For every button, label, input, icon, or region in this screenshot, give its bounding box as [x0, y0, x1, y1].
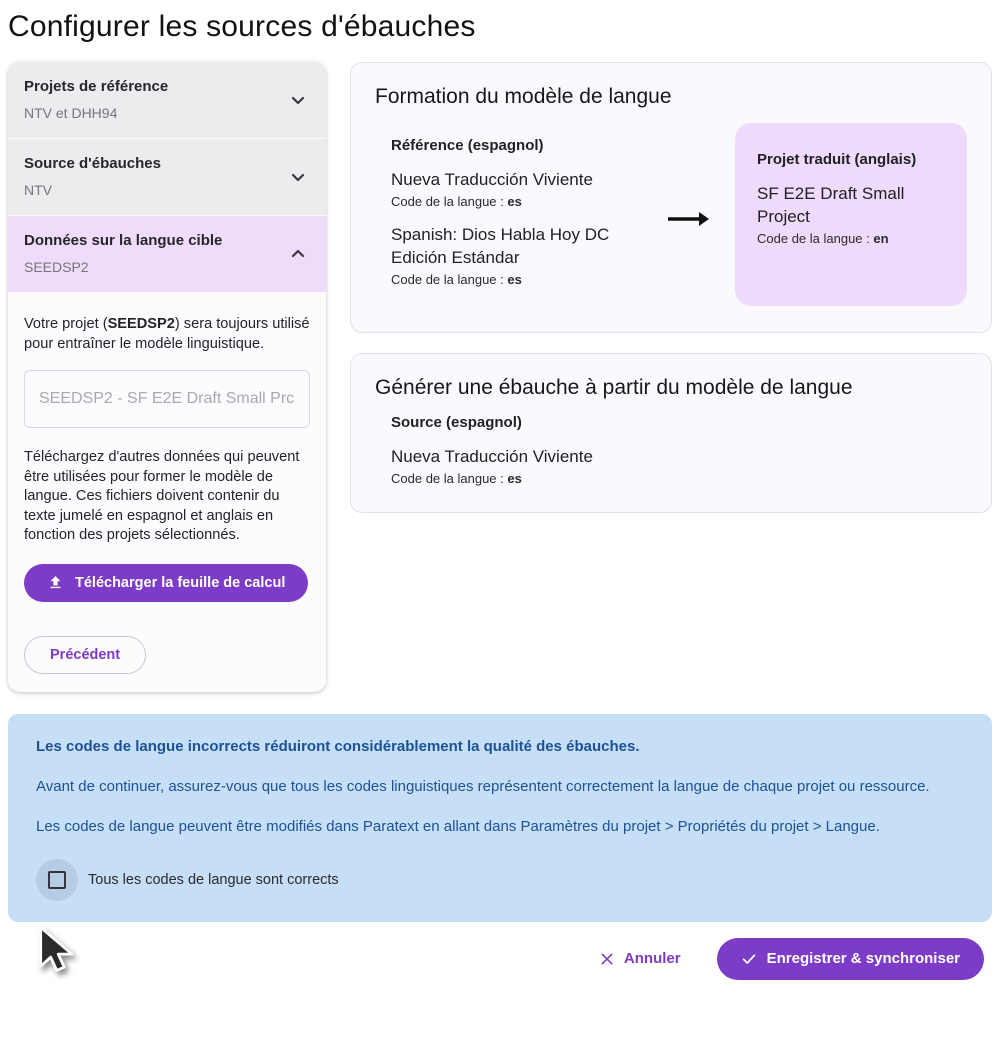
training-card — [350, 62, 992, 333]
target-language-panel — [8, 293, 326, 692]
language-code-line: Code de la langue : es — [391, 272, 522, 287]
source-heading: Source (espagnol) — [391, 414, 522, 431]
content-row — [0, 62, 1000, 692]
draft-generation-card — [350, 353, 992, 513]
language-code: es — [507, 194, 522, 209]
main-column — [350, 62, 992, 513]
accordion-label: Données sur la langue cible — [24, 232, 223, 249]
target-heading: Projet traduit (anglais) — [757, 151, 917, 168]
project-note: Votre projet (SEEDSP2) sera toujours utilisé pour entraîner le modèle linguistique. — [24, 316, 310, 352]
checkbox-label: Tous les codes de langue sont corrects — [88, 871, 339, 888]
reference-item — [391, 168, 643, 209]
check-icon — [741, 951, 757, 967]
language-code: es — [507, 272, 522, 287]
draft-sources-stepper — [8, 62, 326, 692]
project-name: Spanish: Dios Habla Hoy DC Edición Estándar — [391, 225, 610, 267]
cancel-button[interactable] — [593, 949, 687, 968]
project-code: SEEDSP2 — [107, 316, 175, 332]
accordion-label: Source d'ébauches — [24, 155, 161, 172]
language-code: es — [507, 471, 522, 486]
alert-line2: Avant de continuer, assurez-vous que tous les codes linguistiques représentent correctement la langue de chaque projet ou ressource. — [36, 777, 930, 795]
close-icon — [599, 951, 615, 967]
chevron-down-icon — [286, 165, 310, 189]
language-code: en — [873, 231, 889, 246]
right-arrow-icon — [666, 209, 712, 229]
project-name: Nueva Traducción Viviente — [391, 447, 593, 466]
upload-icon — [47, 574, 64, 591]
translated-project-card — [735, 123, 967, 306]
language-codes-alert — [8, 714, 992, 922]
project-name: Nueva Traducción Viviente — [391, 170, 593, 189]
accordion-target-language-data[interactable] — [8, 216, 326, 293]
alert-line3: Les codes de langue peuvent être modifiés dans Paratext en allant dans Paramètres du projet > Propriétés du projet > Langue. — [36, 817, 880, 835]
reference-heading: Référence (espagnol) — [391, 137, 544, 154]
language-code-line: Code de la langue : es — [391, 194, 522, 209]
language-code-line: Code de la langue : es — [391, 471, 522, 486]
save-sync-button[interactable] — [717, 938, 984, 980]
accordion-value: SEEDSP2 — [24, 259, 89, 275]
cancel-label: Annuler — [623, 950, 681, 967]
training-card-title: Formation du modèle de langue — [375, 85, 672, 108]
language-code-line: Code de la langue : en — [757, 231, 889, 246]
save-label: Enregistrer & synchroniser — [766, 950, 960, 967]
chevron-up-icon — [286, 242, 310, 266]
upload-note: Téléchargez d'autres données qui peuvent être utilisées pour former le modèle de langue. Ces fichiers doivent contenir du texte jumelé en espagnol et anglais en fonction des projets sélectionnés. — [24, 449, 300, 543]
chevron-down-icon — [286, 88, 310, 112]
page-title: Configurer les sources d'ébauches — [8, 10, 476, 43]
language-codes-checkbox[interactable] — [48, 871, 66, 889]
upload-spreadsheet-button[interactable] — [24, 564, 308, 602]
confirm-codes-row — [36, 856, 964, 904]
accordion-value: NTV et DHH94 — [24, 105, 118, 121]
alert-warning-line: Les codes de langue incorrects réduiront considérablement la qualité des ébauches. — [36, 737, 640, 755]
reference-column — [375, 123, 643, 287]
accordion-value: NTV — [24, 182, 52, 198]
accordion-draft-source[interactable] — [8, 139, 326, 216]
reference-item — [391, 223, 643, 287]
upload-button-label: Télécharger la feuille de calcul — [75, 574, 286, 591]
project-name: SF E2E Draft Small Project — [757, 184, 905, 226]
footer-actions — [0, 938, 984, 980]
draft-card-title: Générer une ébauche à partir du modèle de langue — [375, 376, 853, 399]
checkbox-ripple — [36, 859, 78, 901]
back-button[interactable]: Précédent — [24, 636, 146, 674]
project-input[interactable] — [24, 370, 310, 428]
accordion-reference-projects[interactable] — [8, 62, 326, 139]
accordion-label: Projets de référence — [24, 78, 169, 95]
